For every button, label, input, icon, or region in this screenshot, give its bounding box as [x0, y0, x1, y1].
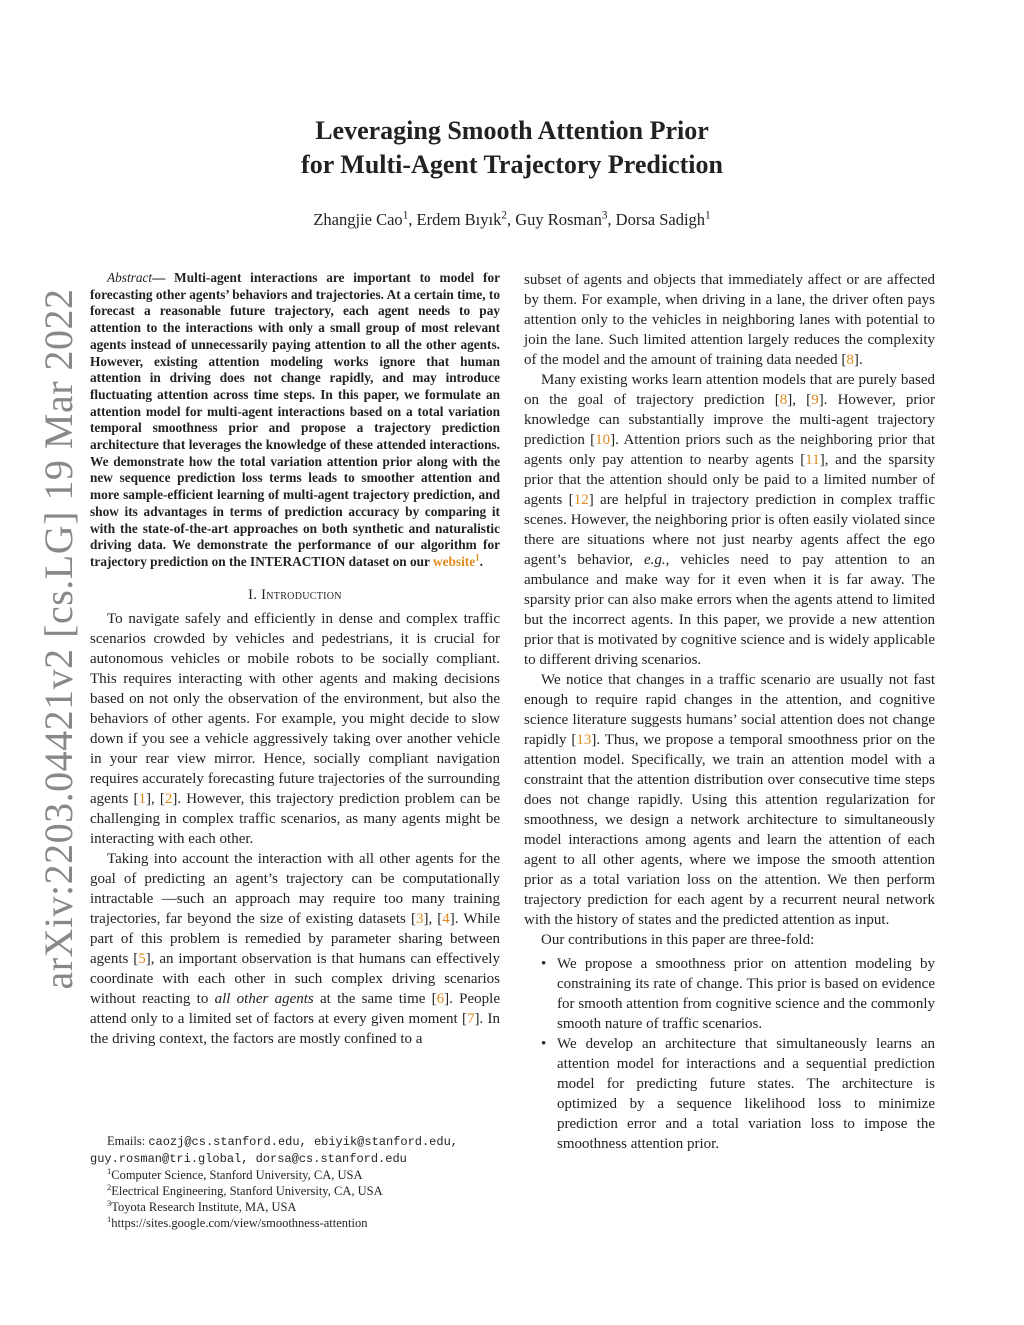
citation-link[interactable]: 10: [595, 432, 611, 448]
citation-link[interactable]: 4: [442, 910, 450, 927]
citation-link[interactable]: 6: [436, 990, 445, 1007]
citation-link[interactable]: 8: [846, 352, 854, 368]
author-affiliation: 1: [705, 209, 711, 222]
right-column: [524, 270, 935, 1154]
contribution-list: [524, 954, 935, 1154]
citation-link[interactable]: 3: [415, 910, 424, 927]
author-name: Dorsa Sadigh: [615, 210, 706, 229]
author-name: Erdem Bıyık: [416, 210, 502, 229]
list-item: • We develop an architecture that simultaneously learns an attention model for interactions and a sequential prediction model for predicting future states. The architecture is optimized by a sequence likelihood loss to minimize prediction error and a total variation loss to impose the smoothness attention prior.: [524, 1034, 935, 1154]
section-heading-introduction: I. Introduction: [248, 586, 342, 603]
list-item: • We propose a smoothness prior on attention modeling by constraining its rate of change. This prior is based on evidence for smooth attention from cognitive science and the commonly smooth nature of traffic scenarios.: [524, 954, 935, 1034]
author-name: Guy Rosman: [515, 210, 602, 229]
right-paragraph-1: subset of agents and objects that immediately affect or are affected by them. For example, when driving in a lane, the driver often pays attention only to the vehicles in neighboring lanes with potential to join the lane. Such limited attention largely reduces the complexity of the model and the amount of training data needed [8].: [524, 272, 935, 368]
citation-link[interactable]: 11: [805, 452, 820, 468]
author-list: Zhangjie Cao$^1$, Erdem Bıyık$^2$, Guy Rosman$^3$, Dorsa Sadigh$^1$: [313, 209, 711, 229]
footnote-affiliation-1: $^1$Computer Science, Stanford University, CA, USA: [107, 1165, 363, 1182]
citation-link[interactable]: 2: [164, 790, 173, 807]
citation-link[interactable]: 1: [138, 790, 146, 807]
abstract-label: Abstract: [107, 270, 153, 285]
intro-paragraph-1: To navigate safely and efficiently in dense and complex traffic scenarios crowded by vehicles and pedestrians, it is crucial for autonomous vehicles or mobile robots to be socially compliant. This requires interacting with other agents and making decisions based on not only the observation of the environment, but also the behaviors of other agents. For example, you might decide to slow down if you see a vehicle aggressively taking over another vehicle in your rear view mirror. Hence, socially compliant navigation requires accurately forecasting future trajectories of the surrounding agents [1], [2]. However, this trajectory prediction problem can be challenging in complex traffic scenarios, as many agents might be interacting with each other.: [90, 610, 500, 847]
citation-link[interactable]: 12: [573, 492, 589, 508]
paper-title: [200, 114, 824, 182]
author-affiliation: 1: [402, 209, 409, 222]
author-name: Zhangjie Cao: [313, 210, 403, 229]
author-affiliation: 3: [601, 209, 608, 222]
title-line-1: Leveraging Smooth Attention Prior: [315, 116, 709, 145]
citation-link[interactable]: 5: [138, 950, 146, 967]
right-paragraph-3: We notice that changes in a traffic scenario are usually not fast enough to require rapid changes in the attention, and cognitive science literature suggests humans’ social attention does not change rapidly [13]. Thus, we propose a temporal smoothness prior on the attention model. Specifically, we train an attention model with a constraint that the attention distribution over consecutive time steps does not change rapidly. Using this attention regularization for smoothness, we design a network architecture to simultaneously model interactions among agents and learn the attention of each agent to all other agents, where we impose the smooth attention prior as a total variation loss on the attention. We then perform trajectory prediction for each agent by a recurrent neural network with the history of states and the predicted attention as input.: [524, 672, 935, 928]
footnote-affiliation-3: $^3$Toyota Research Institute, MA, USA: [107, 1197, 297, 1214]
left-column: [90, 270, 500, 1049]
footnote-affiliation-2: $^2$Electrical Engineering, Stanford University, CA, USA: [107, 1181, 383, 1198]
citation-link[interactable]: 8: [779, 392, 788, 408]
footnotes: [90, 1133, 510, 1231]
website-link[interactable]: website: [433, 553, 476, 569]
abstract: Abstract— Multi-agent interactions are important to model for forecasting other agents’ behaviors and trajectories. At a certain time, to forecast a reasonable future trajectory, each agent needs to pay attention to the interactions with only a small group of most relevant agents instead of unnecessarily paying attention to all the other agents. However, existing attention modeling works ignore that human attention in driving does not change rapidly, and may introduce fluctuating attention across time steps. In this paper, we formulate an attention model for multi-agent interactions based on a total variation temporal smoothness prior and propose a trajectory prediction architecture that leverages the knowledge of these attended interactions. We demonstrate how the total variation attention prior along with the new sequence prediction loss terms leads to smoother attention and more sample-efficient learning of multi-agent trajectory prediction, and show its advantages in terms of prediction accuracy by comparing it with the state-of-the-art approaches on both synthetic and naturalistic driving data. We demonstrate the performance of our algorithm for trajectory prediction on the INTERACTION dataset on our website$^1$.: [90, 270, 500, 569]
arxiv-identifier: arXiv:2203.04421v2 [cs.LG] 19 Mar 2022: [35, 288, 81, 990]
right-paragraph-4: Our contributions in this paper are three-fold:: [541, 932, 815, 948]
right-paragraph-2: Many existing works learn attention models that are purely based on the goal of trajectory prediction [8], [9]. However, prior knowledge can substantially improve the multi-agent trajectory prediction [10]. Attention priors such as the neighboring prior that agents only pay attention to nearby agents [11], and the sparsity prior that the attention should only be paid to a limited number of agents [12] are helpful in trajectory prediction in complex traffic scenes. However, the neighboring prior is often easily violated since there are situations where not just nearby agents affect the ego agent’s behavior, e.g., vehicles need to pay attention to an ambulance and make way for it even when it is far away. The sparsity prior can also make errors when the agents attend to limited but the incorrect agents. In this paper, we provide a new attention prior that is motivated by cognitive science and is widely applicable to different driving scenarios.: [524, 372, 936, 668]
citation-link[interactable]: 7: [466, 1010, 475, 1027]
citation-link[interactable]: 9: [811, 392, 819, 408]
author-affiliation: 2: [501, 209, 507, 222]
title-line-2: for Multi-Agent Trajectory Prediction: [301, 150, 723, 179]
intro-paragraph-2: Taking into account the interaction with all other agents for the goal of predicting an agent’s trajectory can be computationally intractable —such an approach may require too many training trajectories, far beyond the size of existing datasets [3], [4]. While part of this problem is remedied by parameter sharing between agents [5], an important observation is that humans can effectively coordinate with each other in such complex driving scenarios without reacting to all other agents at the same time [6]. People attend only to a limited set of factors at every given moment [7]. In the driving context, the factors are mostly confined to a: [90, 850, 500, 1047]
footnote-url[interactable]: $^1$https://sites.google.com/view/smoothness-attention: [107, 1213, 368, 1230]
citation-link[interactable]: 13: [576, 732, 592, 748]
footnote-emails: Emails: caozj@cs.stanford.edu, ebiyik@stanford.edu, guy.rosman@tri.global, dorsa@cs.stanford.edu: [90, 1134, 458, 1166]
